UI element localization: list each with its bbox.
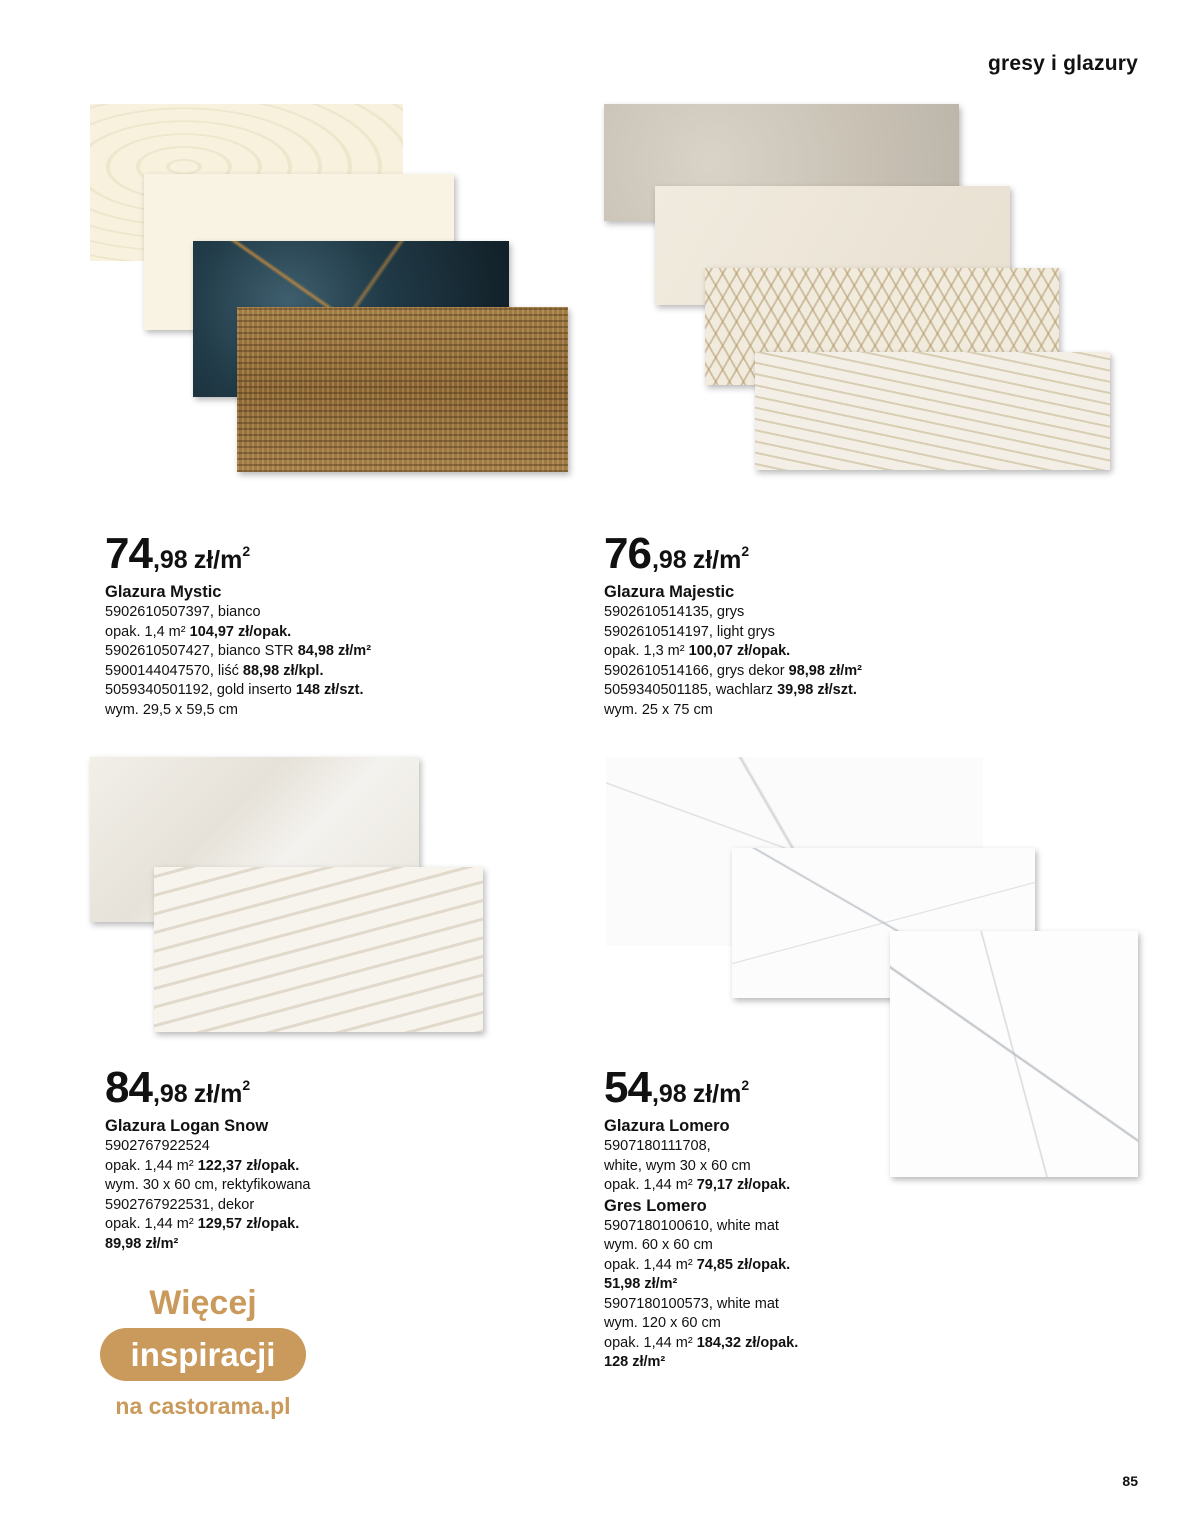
detail-line: wym. 29,5 x 59,5 cm [105,701,238,718]
product-details [105,1137,311,1254]
price [105,529,371,578]
product-name-gres: Gres Lomero [604,1196,707,1215]
detail-line: 5902610514166, grys dekor 98,98 zł/m² [604,662,862,679]
price [604,529,862,578]
product-lomero [604,1063,799,1373]
product-details [604,1137,798,1196]
price-unit: $zł/m^2$ [193,543,251,574]
price-decimals: ,98 [651,1080,687,1108]
detail-line: 5907180100573, white mat [604,1295,779,1312]
detail-line: 5902767922531, dekor [105,1196,255,1213]
promo-heading: Więcej [149,1284,257,1322]
product-name: Glazura Majestic [604,583,735,601]
product-name: Glazura Mystic [105,583,222,601]
product-name: Glazura Lomero [604,1117,730,1135]
promo-inspiration[interactable] [100,1283,310,1420]
tile-mystic-gold-inserto [237,307,568,472]
detail-line: opak. 1,44 m² 184,32 zł/opak. [604,1334,799,1351]
price-unit: $zł/m^2$ [193,1077,251,1108]
detail-line: 5059340501185, wachlarz 39,98 zł/szt. [604,682,857,698]
detail-line: wym. 30 x 60 cm, rektyfikowana [105,1177,311,1193]
product-majestic [604,529,862,720]
detail-line: 5902610507427, bianco STR 84,98 zł/m² [105,643,372,659]
detail-line: 128 zł/m² [604,1354,666,1370]
product-mystic [105,529,372,720]
detail-line: opak. 1,3 m² 100,07 zł/opak. [604,643,791,659]
detail-line: opak. 1,44 m² 129,57 zł/opak. [105,1216,300,1232]
promo-pill: inspiracji [100,1328,306,1381]
section-title: gresy i glazury [987,52,1138,75]
detail-line: wym. 25 x 75 cm [604,701,713,718]
price [105,1063,311,1112]
page-number: 85 [1122,1473,1138,1489]
detail-line: 5907180100610, white mat [604,1217,779,1234]
product-details [105,603,371,720]
tile-majestic-wachlarz [755,352,1110,470]
detail-line: wym. 120 x 60 cm [604,1315,721,1331]
product-details [604,603,862,720]
detail-line: 5902610507397, bianco [105,604,261,620]
price-main: 84 [105,1063,152,1112]
product-logan-snow [105,1063,311,1254]
tile-lomero-120x60 [890,931,1138,1177]
detail-line: 5902610514135, grys [604,604,745,620]
detail-line: 5902610514197, light grys [604,623,775,640]
promo-website-link[interactable]: na castorama.pl [115,1393,291,1419]
detail-line: 5900144047570, liść 88,98 zł/kpl. [105,662,324,679]
detail-line: opak. 1,4 m² 104,97 zł/opak. [105,623,292,640]
detail-line: white, wym 30 x 60 cm [604,1157,751,1174]
price-unit: $zł/m^2$ [692,1077,750,1108]
detail-line: opak. 1,44 m² 74,85 zł/opak. [604,1256,791,1273]
price-unit: $zł/m^2$ [692,543,750,574]
tile-logan-snow-dekor [154,867,483,1032]
detail-line: opak. 1,44 m² 122,37 zł/opak. [105,1157,300,1174]
product-name: Glazura Logan Snow [105,1117,269,1135]
price-main: 74 [105,529,152,578]
detail-line: 89,98 zł/m² [105,1235,179,1252]
price-decimals: ,98 [651,546,687,574]
detail-line: 5059340501192, gold inserto 148 zł/szt. [105,682,364,698]
detail-line: 51,98 zł/m² [604,1276,678,1292]
detail-line: opak. 1,44 m² 79,17 zł/opak. [604,1177,791,1193]
detail-line: 5907180111708, [604,1138,711,1154]
price-decimals: ,98 [152,546,188,574]
price-main: 76 [604,529,651,578]
detail-line: wym. 60 x 60 cm [604,1237,713,1253]
price-main: 54 [604,1063,651,1112]
price-decimals: ,98 [152,1080,188,1108]
detail-line: 5902767922524 [105,1138,210,1154]
price [604,1063,798,1112]
product-details-gres [604,1217,798,1373]
